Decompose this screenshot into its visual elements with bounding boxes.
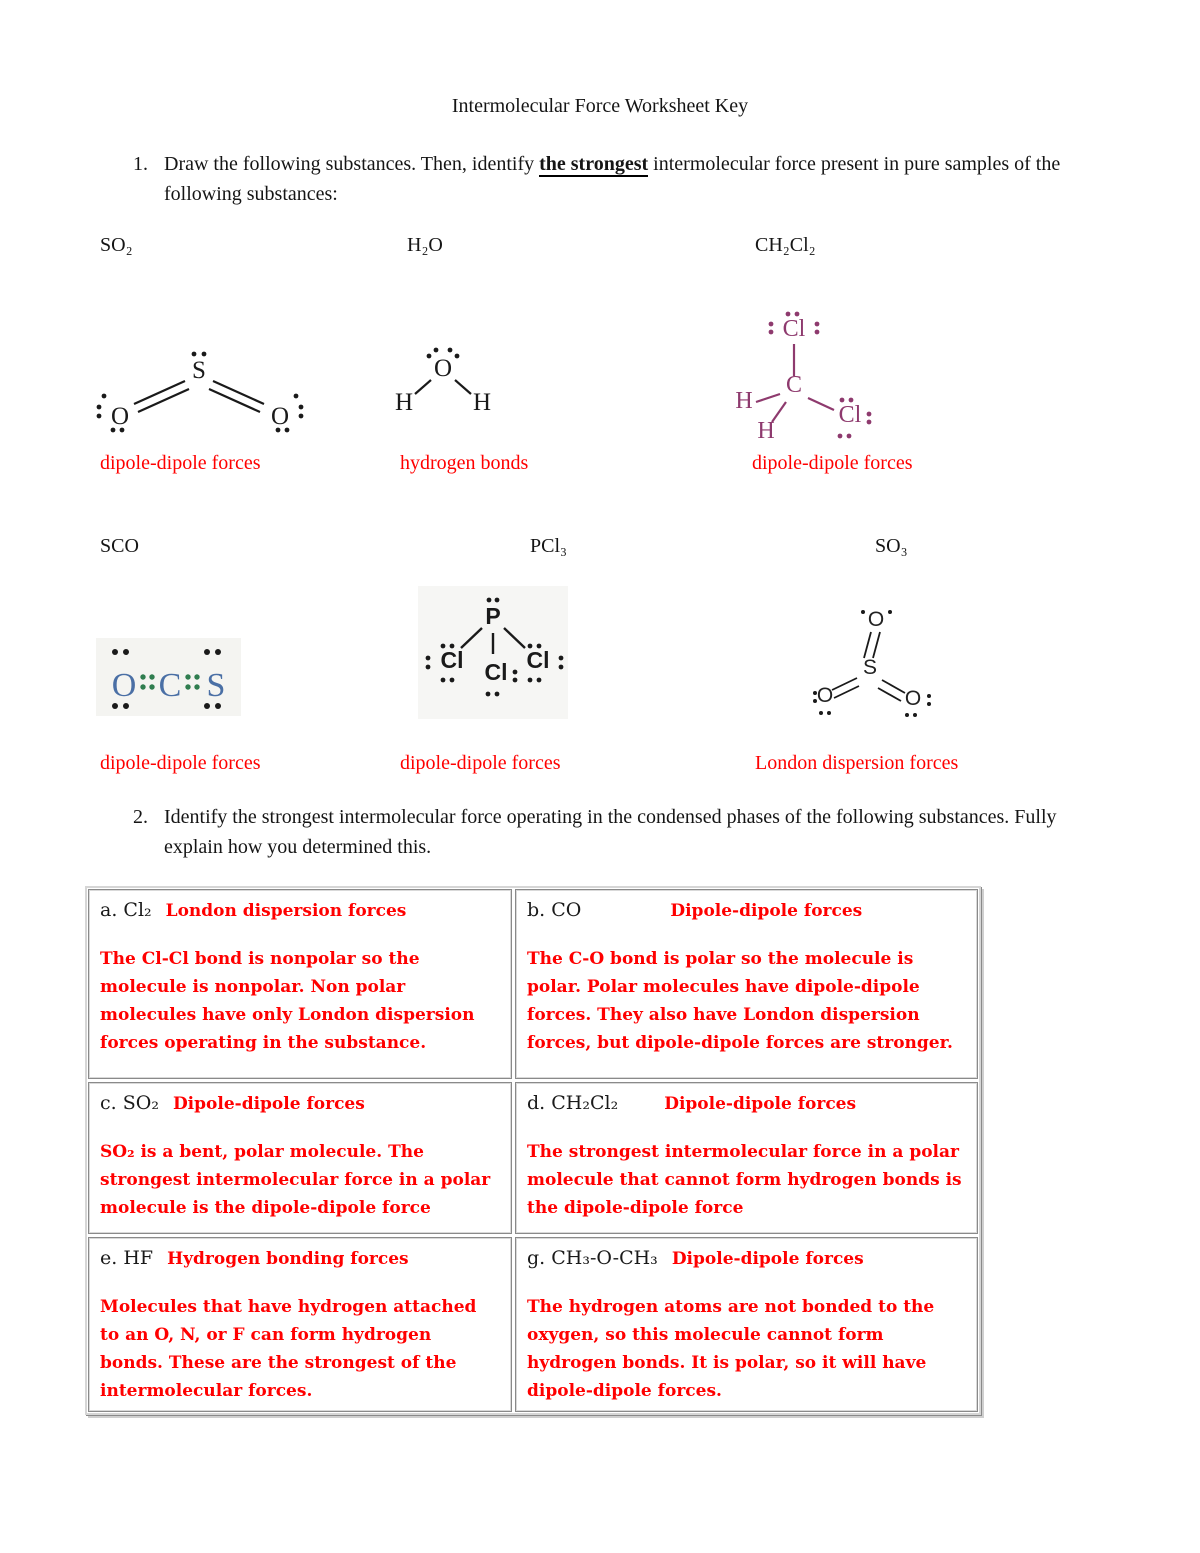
cell-e-label: e. HF [100,1247,154,1269]
formula-so2: SO₂ [100,234,133,256]
table-cell-a [88,889,512,1079]
question-1-text-before: Draw the following substances. Then, identify [164,153,540,175]
formula-pcl3: PCl₃ [530,535,567,557]
answers-table [85,886,981,1415]
so3-atom-o-right: O [904,687,922,710]
cell-e-answer: Hydrogen bonding forces [167,1249,409,1269]
cell-b-explanation: The C-O bond is polar so the molecule is polar. Polar molecules have dipole-dipole forces. They also have London dispersion forces, but dipole-dipole forces are stronger. [527,949,953,1053]
cell-e-head [100,1247,500,1269]
so2-atom-s: S [192,357,206,384]
so3-atom-o-top: O [867,608,885,631]
ch2cl2-atom-cl-top: Cl [782,316,806,342]
answer-so2: dipole-dipole forces [100,452,261,474]
formula-ch2cl2: CH₂Cl₂ [755,234,816,256]
sco-atom-s: S [206,667,226,704]
ch2cl2-atom-h-left: H [735,388,753,414]
cell-c-label: c. SO₂ [100,1092,159,1114]
cell-e-explanation: Molecules that have hydrogen attached to an O, N, or F can form hydrogen bonds. These are the strongest of the intermolecular forces. [100,1297,477,1401]
question-1 [133,149,1093,209]
cell-b-label: b. CO [527,899,582,921]
answer-pcl3: dipole-dipole forces [400,752,561,774]
cell-d-head [527,1092,966,1114]
table-cell-d [515,1082,978,1234]
cell-g-answer: Dipole-dipole forces [671,1249,864,1269]
cell-a-head [100,899,500,921]
cell-a-label: a. Cl₂ [100,899,152,921]
question-1-text-after: intermolecular force present in pure samples of the following substances: [164,153,1061,205]
sco-lewis-structure [96,638,241,716]
cell-d-answer: Dipole-dipole forces [664,1094,857,1114]
cell-d-label: d. CH₂Cl₂ [527,1092,619,1114]
question-1-emphasis: the strongest [539,153,649,175]
cell-b-answer: Dipole-dipole forces [670,901,863,921]
ch2cl2-lewis-structure [726,294,891,444]
h2o-atom-h-right: H [472,389,492,416]
h2o-atom-o: O [433,355,453,382]
so3-atom-s: S [862,656,878,679]
cell-c-head [100,1092,500,1114]
cell-c-answer: Dipole-dipole forces [172,1094,365,1114]
cell-a-explanation: The Cl-Cl bond is nonpolar so the molecule is nonpolar. Non polar molecules have only London dispersion forces operating in the substance. [100,949,475,1053]
cell-g-label: g. CH₃-O-CH₃ [527,1247,658,1269]
table-cell-b [515,889,978,1079]
h2o-lewis-structure [388,344,503,422]
so3-atom-o-left: O [816,684,834,707]
cell-g-head [527,1247,966,1269]
formula-so3: SO₃ [875,535,908,557]
pcl3-atom-cl-right: Cl [526,647,550,673]
question-2-number: 2. [133,806,148,828]
ch2cl2-atom-h-bottom: H [757,418,775,444]
table-cell-c [88,1082,512,1234]
question-1-number: 1. [133,153,148,175]
cell-a-answer: London dispersion forces [165,901,407,921]
formula-h2o: H₂O [407,234,443,256]
cell-g-explanation: The hydrogen atoms are not bonded to the oxygen, so this molecule cannot form hydrogen bonds. It is polar, so it will have dipole-dipole forces. [527,1297,935,1401]
cell-c-explanation: SO₂ is a bent, polar molecule. The strongest intermolecular force in a polar molecule is the dipole-dipole force [100,1142,491,1218]
sco-atom-c: C [158,667,182,704]
page-title: Intermolecular Force Worksheet Key [451,95,749,117]
question-2 [133,802,1093,862]
table-cell-e [88,1237,512,1412]
ch2cl2-atom-c: C [785,372,803,398]
so2-atom-o-left: O [110,403,130,430]
pcl3-atom-p: P [485,603,501,629]
pcl3-atom-cl-center: Cl [484,659,508,685]
table-cell-g [515,1237,978,1412]
answer-ch2cl2: dipole-dipole forces [752,452,913,474]
so2-atom-o-right: O [270,403,290,430]
cell-b-head [527,899,966,921]
answer-so3: London dispersion forces [755,752,959,774]
question-1-text [164,149,1093,209]
pcl3-lewis-structure [418,586,568,719]
formula-sco: SCO [100,535,139,557]
ch2cl2-atom-cl-right: Cl [838,402,862,428]
h2o-atom-h-left: H [394,389,414,416]
cell-d-explanation: The strongest intermolecular force in a polar molecule that cannot form hydrogen bonds is the dipole-dipole force [527,1142,962,1218]
pcl3-atom-cl-left: Cl [440,647,464,673]
question-2-text: Identify the strongest intermolecular force operating in the condensed phases of the following substances. Fully explain how you determined this. [164,806,1057,858]
sco-atom-o: O [111,667,137,704]
answer-sco: dipole-dipole forces [100,752,261,774]
answer-h2o: hydrogen bonds [400,452,529,474]
so2-lewis-structure [88,346,318,436]
so3-lewis-structure [812,602,947,717]
